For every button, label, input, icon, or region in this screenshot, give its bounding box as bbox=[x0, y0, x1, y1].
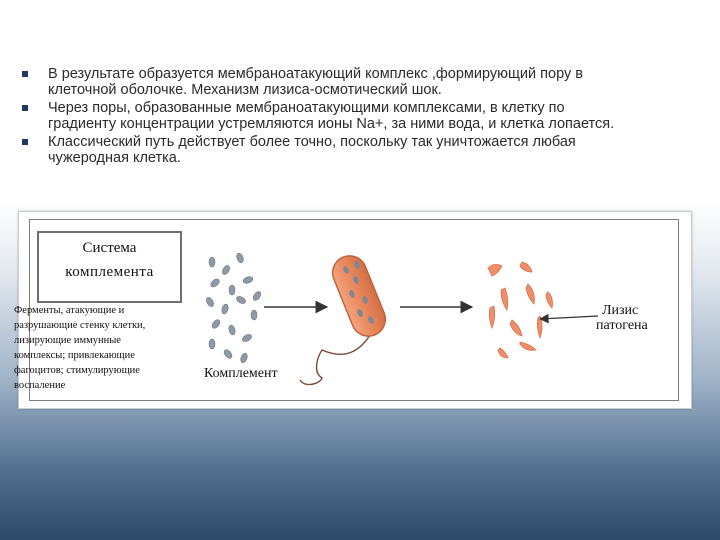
bacterium-icon bbox=[300, 251, 390, 385]
pointer-arrow-icon bbox=[540, 316, 598, 319]
bullet-text-line: градиенту концентрации устремляются ионы Na+, за ними вода, и клетка лопается. bbox=[48, 116, 615, 132]
bullet-text-line: клеточной оболочке. Механизм лизиса-осмотический шок. bbox=[48, 82, 442, 98]
description-line: лизирующие иммунные bbox=[14, 335, 121, 346]
bullet-text-line: чужеродная клетка. bbox=[48, 150, 181, 166]
description-line: воспаление bbox=[14, 380, 66, 391]
lysed-fragments-icon bbox=[488, 262, 553, 358]
bullet-text-line: Через поры, образованные мембраноатакующими комплексами, в клетку по bbox=[48, 100, 565, 116]
complement-label: Комплемент bbox=[204, 366, 278, 381]
bullet-text-line: В результате образуется мембраноатакующий комплекс ,формирующий пору в bbox=[48, 66, 583, 82]
description-line: разрушающие стенку клетки, bbox=[14, 320, 146, 331]
system-title-line: комплемента bbox=[65, 264, 154, 280]
bullet-text-line: Классический путь действует более точно, поскольку так уничтожается любая bbox=[48, 134, 576, 150]
description-line: Ферменты, атакующие и bbox=[14, 305, 125, 316]
lysis-label-line: Лизис bbox=[602, 303, 639, 318]
complement-particles-icon bbox=[205, 252, 262, 363]
system-title-line: Система bbox=[82, 240, 137, 256]
lysis-label-line: патогена bbox=[596, 318, 648, 333]
description-line: фагоцитов; стимулирующие bbox=[14, 365, 140, 376]
description-line: комплексы; привлекающие bbox=[14, 350, 135, 361]
